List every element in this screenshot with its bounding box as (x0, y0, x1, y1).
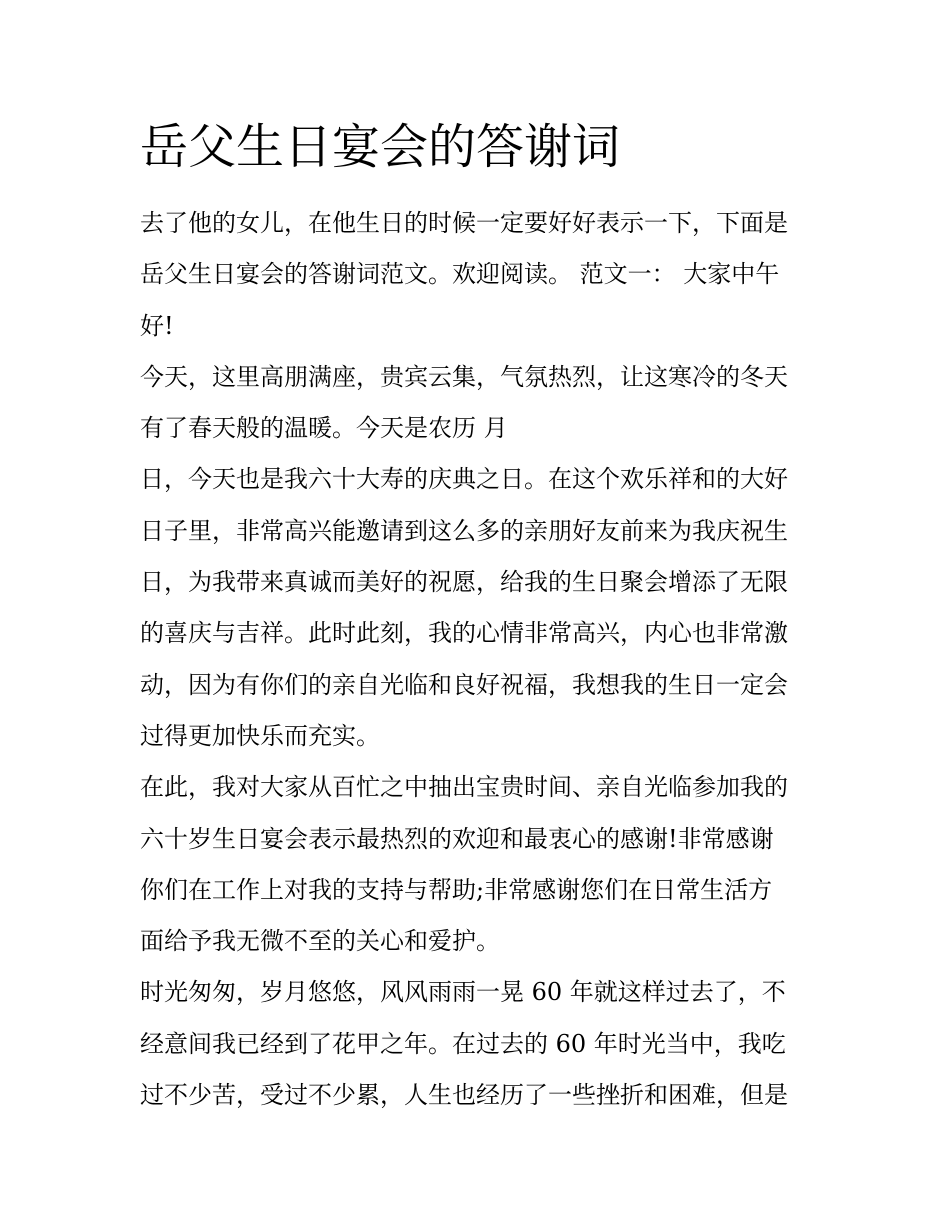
body-line: 面给予我无微不至的关心和爱护。 (140, 927, 500, 956)
body-line: 的喜庆与吉祥。此时此刻，我的心情非常高兴，内心也非常激 (140, 619, 788, 648)
body-line: 六十岁生日宴会表示最热烈的欢迎和最衷心的感谢!非常感谢 (140, 824, 774, 853)
document-title: 岳父生日宴会的答谢词 (140, 119, 621, 175)
body-line: 日子里，非常高兴能邀请到这么多的亲朋好友前来为我庆祝生 (140, 516, 788, 545)
body-line: 过得更加快乐而充实。 (140, 721, 380, 750)
body-line: 经意间我已经到了花甲之年。在过去的 60 年时光当中，我吃 (140, 1029, 786, 1058)
body-line: 日，今天也是我六十大寿的庆典之日。在这个欢乐祥和的大好 (140, 465, 788, 494)
body-line: 有了春天般的温暖。今天是农历 月 (140, 414, 508, 443)
body-line: 日，为我带来真诚而美好的祝愿，给我的生日聚会增添了无限 (140, 568, 788, 597)
body-line: 岳父生日宴会的答谢词范文。欢迎阅读。 范文一： 大家中午 (140, 260, 780, 289)
body-line: 好! (140, 311, 174, 340)
body-line: 在此，我对大家从百忙之中抽出宝贵时间、亲自光临参加我的 (140, 773, 788, 802)
document-body (140, 198, 830, 1121)
body-line: 过不少苦，受过不少累，人生也经历了一些挫折和困难，但是 (140, 1081, 788, 1110)
body-line: 今天，这里高朋满座，贵宾云集，气氛热烈，让这寒冷的冬天 (140, 362, 788, 391)
body-line: 动，因为有你们的亲自光临和良好祝福，我想我的生日一定会 (140, 670, 788, 699)
body-line: 你们在工作上对我的支持与帮助;非常感谢您们在日常生活方 (140, 875, 773, 904)
body-line: 时光匆匆，岁月悠悠，风风雨雨一晃 60 年就这样过去了，不 (140, 978, 786, 1007)
body-line: 去了他的女儿，在他生日的时候一定要好好表示一下，下面是 (140, 209, 788, 237)
